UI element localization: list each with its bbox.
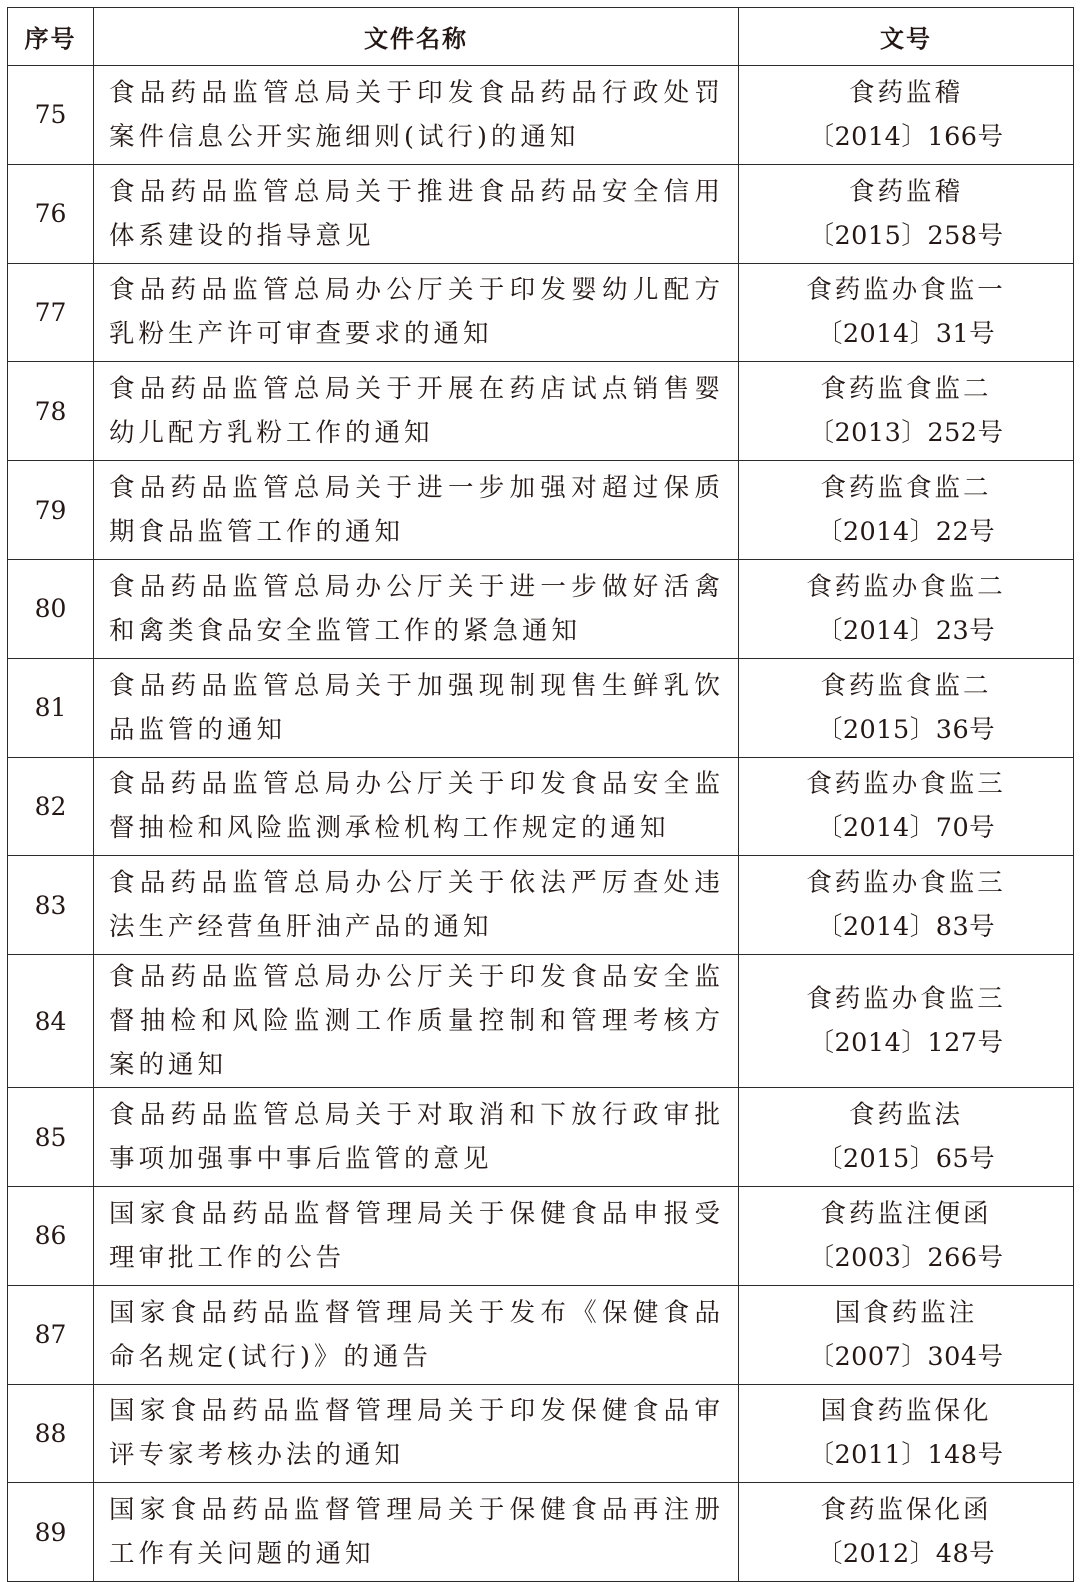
document-ref-number: 〔2014〕22号	[816, 517, 996, 548]
table-row	[8, 658, 1074, 757]
document-number	[739, 1384, 1074, 1483]
document-ref-number: 〔2013〕252号	[808, 418, 1004, 449]
table-row	[8, 856, 1074, 955]
document-title: 食品药品监管总局办公厅关于印发食品安全监督抽检和风险监测工作质量控制和管理考核方案的通知	[94, 955, 739, 1088]
table-row	[8, 66, 1074, 165]
document-issuer-code: 食药监稽	[848, 77, 963, 108]
row-index: 82	[8, 757, 94, 856]
document-ref-number: 〔2011〕148号	[808, 1440, 1004, 1471]
table-row	[8, 1186, 1074, 1285]
document-title: 国家食品药品监督管理局关于印发保健食品审评专家考核办法的通知	[94, 1384, 739, 1483]
document-ref-number: 〔2012〕48号	[816, 1539, 996, 1570]
document-issuer-code: 食药监保化函	[820, 1495, 992, 1526]
table-row	[8, 1088, 1074, 1187]
row-index: 78	[8, 362, 94, 461]
row-index: 80	[8, 559, 94, 658]
row-index: 88	[8, 1384, 94, 1483]
document-issuer-code: 国食药监保化	[820, 1396, 992, 1427]
header-doc-no: 文号	[739, 8, 1074, 66]
row-index: 86	[8, 1186, 94, 1285]
document-title: 食品药品监管总局办公厅关于印发婴幼儿配方乳粉生产许可审查要求的通知	[94, 263, 739, 362]
table-row	[8, 757, 1074, 856]
document-title: 国家食品药品监督管理局关于保健食品再注册工作有关问题的通知	[94, 1483, 739, 1582]
table-row	[8, 1285, 1074, 1384]
document-ref-number: 〔2014〕127号	[808, 1028, 1004, 1059]
document-number	[739, 658, 1074, 757]
document-number	[739, 461, 1074, 560]
document-ref-number: 〔2014〕23号	[816, 615, 996, 646]
table-header-row	[8, 8, 1074, 66]
document-issuer-code: 食药监稽	[848, 176, 963, 207]
document-title: 食品药品监管总局关于印发食品药品行政处罚案件信息公开实施细则(试行)的通知	[94, 66, 739, 165]
document-number	[739, 856, 1074, 955]
document-title: 食品药品监管总局关于开展在药店试点销售婴幼儿配方乳粉工作的通知	[94, 362, 739, 461]
document-ref-number: 〔2014〕83号	[816, 912, 996, 943]
document-title: 食品药品监管总局关于进一步加强对超过保质期食品监管工作的通知	[94, 461, 739, 560]
document-title: 食品药品监管总局关于推进食品药品安全信用体系建设的指导意见	[94, 164, 739, 263]
row-index: 89	[8, 1483, 94, 1582]
document-issuer-code: 食药监食监二	[820, 670, 992, 701]
table-row	[8, 263, 1074, 362]
table-row	[8, 461, 1074, 560]
document-table	[7, 7, 1074, 1582]
row-index: 85	[8, 1088, 94, 1187]
document-ref-number: 〔2015〕36号	[816, 714, 996, 745]
document-title: 食品药品监管总局办公厅关于依法严厉查处违法生产经营鱼肝油产品的通知	[94, 856, 739, 955]
table-row	[8, 164, 1074, 263]
document-number	[739, 1186, 1074, 1285]
document-issuer-code: 食药监办食监三	[806, 868, 1006, 899]
document-title: 食品药品监管总局关于加强现制现售生鲜乳饮品监管的通知	[94, 658, 739, 757]
document-issuer-code: 食药监办食监三	[806, 984, 1006, 1015]
row-index: 83	[8, 856, 94, 955]
document-number	[739, 757, 1074, 856]
document-title: 食品药品监管总局关于对取消和下放行政审批事项加强事中事后监管的意见	[94, 1088, 739, 1187]
table-body	[8, 66, 1074, 1582]
table-row	[8, 1384, 1074, 1483]
table-row	[8, 1483, 1074, 1582]
document-title: 国家食品药品监督管理局关于发布《保健食品命名规定(试行)》的通告	[94, 1285, 739, 1384]
row-index: 75	[8, 66, 94, 165]
document-number	[739, 1285, 1074, 1384]
document-number	[739, 164, 1074, 263]
document-issuer-code: 食药监法	[848, 1100, 963, 1131]
document-issuer-code: 食药监食监二	[820, 374, 992, 405]
row-index: 79	[8, 461, 94, 560]
row-index: 76	[8, 164, 94, 263]
document-issuer-code: 食药监办食监三	[806, 769, 1006, 800]
table-row	[8, 955, 1074, 1088]
document-issuer-code: 食药监办食监二	[806, 571, 1006, 602]
document-issuer-code: 食药监食监二	[820, 473, 992, 504]
document-issuer-code: 食药监注便函	[820, 1198, 992, 1229]
row-index: 77	[8, 263, 94, 362]
document-title: 国家食品药品监督管理局关于保健食品申报受理审批工作的公告	[94, 1186, 739, 1285]
document-number	[739, 66, 1074, 165]
document-ref-number: 〔2015〕258号	[808, 220, 1004, 251]
document-number	[739, 955, 1074, 1088]
document-number	[739, 1088, 1074, 1187]
document-number	[739, 263, 1074, 362]
row-index: 81	[8, 658, 94, 757]
document-number	[739, 1483, 1074, 1582]
document-ref-number: 〔2007〕304号	[808, 1341, 1004, 1372]
document-ref-number: 〔2014〕166号	[808, 121, 1004, 152]
table-row	[8, 559, 1074, 658]
document-title: 食品药品监管总局办公厅关于印发食品安全监督抽检和风险监测承检机构工作规定的通知	[94, 757, 739, 856]
table-row	[8, 362, 1074, 461]
document-issuer-code: 国食药监注	[834, 1297, 978, 1328]
row-index: 87	[8, 1285, 94, 1384]
row-index: 84	[8, 955, 94, 1088]
document-ref-number: 〔2014〕70号	[816, 813, 996, 844]
header-index: 序号	[8, 8, 94, 66]
document-issuer-code: 食药监办食监一	[806, 275, 1006, 306]
document-ref-number: 〔2014〕31号	[816, 319, 996, 350]
document-number	[739, 362, 1074, 461]
header-title: 文件名称	[94, 8, 739, 66]
document-title: 食品药品监管总局办公厅关于进一步做好活禽和禽类食品安全监管工作的紧急通知	[94, 559, 739, 658]
document-number	[739, 559, 1074, 658]
document-ref-number: 〔2003〕266号	[808, 1242, 1004, 1273]
document-ref-number: 〔2015〕65号	[816, 1144, 996, 1175]
